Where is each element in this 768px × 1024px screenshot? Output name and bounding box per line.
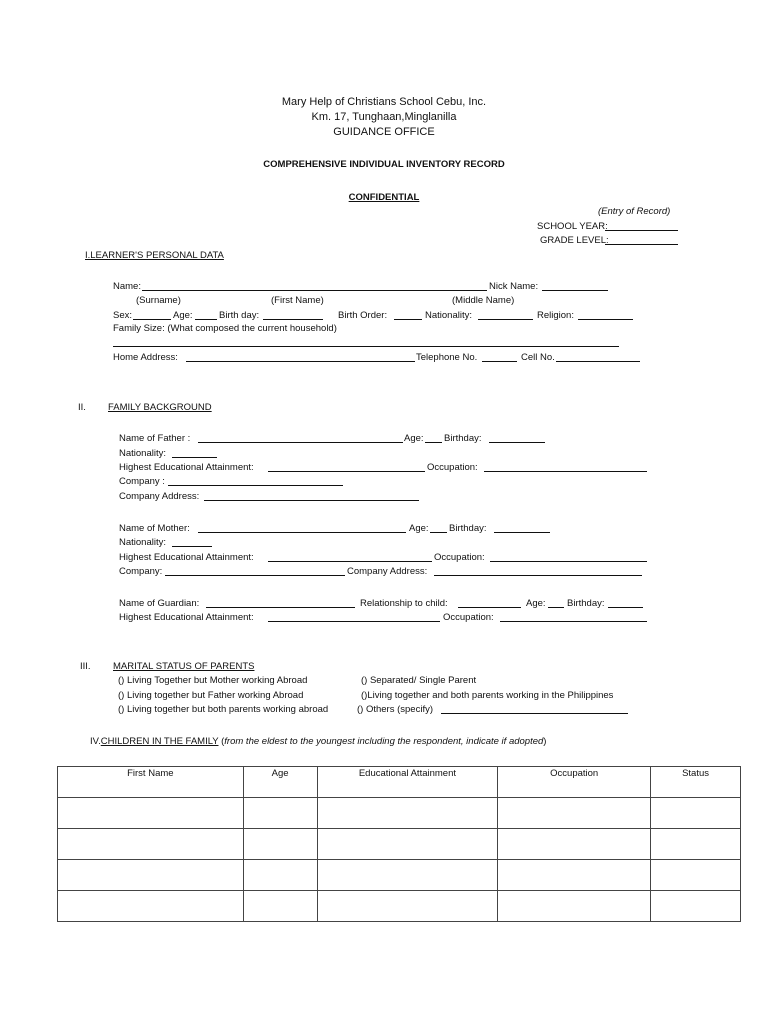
section-4-heading: CHILDREN IN THE FAMILY [100, 736, 219, 747]
section-4-paren-close: ) [543, 736, 547, 747]
table-cell[interactable] [243, 798, 317, 829]
name-label: Name: [113, 281, 141, 292]
father-occupation-label: Occupation: [427, 462, 478, 473]
father-company-address-label: Company Address: [119, 491, 200, 502]
marital-option-father-abroad[interactable]: () Living together but Father working Abroad [118, 690, 304, 701]
mother-nationality-field[interactable] [172, 546, 212, 547]
table-cell[interactable] [243, 860, 317, 891]
father-company-label: Company : [119, 476, 165, 487]
home-address-label: Home Address: [113, 352, 178, 363]
table-cell[interactable] [651, 860, 741, 891]
first-name-caption: (First Name) [271, 295, 324, 306]
father-education-field[interactable] [268, 471, 425, 472]
telephone-label: Telephone No. [416, 352, 478, 363]
guardian-occupation-field[interactable] [500, 621, 647, 622]
mother-occupation-field[interactable] [490, 561, 647, 562]
table-cell[interactable] [317, 829, 498, 860]
marital-option-both-philippines[interactable]: ()Living together and both parents working in the Philippines [361, 690, 614, 701]
guardian-name-field[interactable] [206, 607, 355, 608]
birthday-field[interactable] [263, 319, 323, 320]
guardian-age-label: Age: [526, 598, 546, 609]
table-cell[interactable] [651, 891, 741, 922]
grade-level-label: GRADE LEVEL: [540, 235, 609, 246]
religion-label: Religion: [537, 310, 574, 321]
father-company-address-field[interactable] [204, 500, 419, 501]
section-1-heading: I.LEARNER'S PERSONAL DATA [85, 250, 224, 261]
table-row [58, 798, 741, 829]
table-cell[interactable] [58, 829, 244, 860]
father-company-field[interactable] [168, 485, 343, 486]
table-row [58, 860, 741, 891]
nick-name-field[interactable] [542, 290, 608, 291]
section-4-paren-open: ( [218, 736, 225, 747]
name-field[interactable] [142, 290, 487, 291]
family-size-label: Family Size: (What composed the current household) [113, 323, 337, 334]
table-cell[interactable] [58, 798, 244, 829]
table-cell[interactable] [651, 798, 741, 829]
birth-order-label: Birth Order: [338, 310, 388, 321]
section-4-heading-line [90, 736, 546, 747]
section-2-heading: FAMILY BACKGROUND [108, 402, 212, 413]
mother-age-label: Age: [409, 523, 429, 534]
relationship-field[interactable] [458, 607, 521, 608]
guardian-education-field[interactable] [268, 621, 440, 622]
marital-option-separated[interactable]: () Separated/ Single Parent [361, 675, 477, 686]
mother-name-field[interactable] [198, 532, 406, 533]
guardian-name-label: Name of Guardian: [119, 598, 200, 609]
column-educational-attainment: Educational Attainment [317, 767, 498, 798]
table-cell[interactable] [498, 829, 651, 860]
guardian-birthday-field[interactable] [608, 607, 643, 608]
age-label: Age: [173, 310, 193, 321]
mother-company-label: Company: [119, 566, 163, 577]
mother-name-label: Name of Mother: [119, 523, 190, 534]
mother-birthday-label: Birthday: [449, 523, 487, 534]
home-address-field[interactable] [186, 361, 415, 362]
father-age-label: Age: [404, 433, 424, 444]
column-occupation: Occupation [498, 767, 651, 798]
table-cell[interactable] [243, 829, 317, 860]
table-cell[interactable] [317, 891, 498, 922]
school-name: Mary Help of Christians School Cebu, Inc. [281, 96, 487, 108]
birth-order-field[interactable] [394, 319, 422, 320]
family-size-field[interactable] [113, 346, 619, 347]
column-status: Status [651, 767, 741, 798]
cell-label: Cell No. [521, 352, 555, 363]
office-name: GUIDANCE OFFICE [333, 126, 435, 138]
father-education-label: Highest Educational Attainment: [119, 462, 254, 473]
father-birthday-label: Birthday: [444, 433, 482, 444]
school-year-label: SCHOOL YEAR: [537, 221, 608, 232]
guardian-occupation-label: Occupation: [443, 612, 494, 623]
father-age-field[interactable] [425, 442, 442, 443]
father-nationality-field[interactable] [172, 457, 217, 458]
school-year-field[interactable] [605, 230, 678, 231]
sex-field[interactable] [133, 319, 171, 320]
relationship-label: Relationship to child: [360, 598, 448, 609]
table-cell[interactable] [498, 798, 651, 829]
father-occupation-field[interactable] [484, 471, 647, 472]
father-nationality-label: Nationality: [119, 448, 166, 459]
guardian-age-field[interactable] [548, 607, 564, 608]
table-cell[interactable] [498, 891, 651, 922]
telephone-field[interactable] [482, 361, 517, 362]
confidential-label: CONFIDENTIAL [348, 192, 420, 203]
table-cell[interactable] [651, 829, 741, 860]
school-address: Km. 17, Tunghaan,Minglanilla [311, 111, 457, 123]
mother-company-address-label: Company Address: [347, 566, 428, 577]
middle-name-caption: (Middle Name) [452, 295, 515, 306]
table-cell[interactable] [317, 798, 498, 829]
table-cell[interactable] [58, 891, 244, 922]
section-4-note: from the eldest to the youngest including the respondent, indicate if adopted [224, 736, 544, 747]
father-name-field[interactable] [198, 442, 403, 443]
mother-nationality-label: Nationality: [119, 537, 166, 548]
mother-occupation-label: Occupation: [434, 552, 485, 563]
marital-option-mother-abroad[interactable]: () Living Together but Mother working Abroad [118, 675, 308, 686]
cell-field[interactable] [556, 361, 640, 362]
table-cell[interactable] [243, 891, 317, 922]
nationality-label: Nationality: [425, 310, 472, 321]
grade-level-field[interactable] [605, 244, 678, 245]
form-title: COMPREHENSIVE INDIVIDUAL INVENTORY RECORD [263, 159, 505, 170]
column-first-name: First Name [58, 767, 244, 798]
marital-option-others[interactable]: () Others (specify) [357, 704, 434, 715]
table-cell[interactable] [498, 860, 651, 891]
age-field[interactable] [195, 319, 217, 320]
children-table-header [58, 767, 741, 798]
nick-name-label: Nick Name: [489, 281, 539, 292]
marital-option-both-abroad[interactable]: () Living together but both parents working abroad [118, 704, 329, 715]
mother-birthday-field[interactable] [494, 532, 550, 533]
mother-education-label: Highest Educational Attainment: [119, 552, 254, 563]
column-age: Age [243, 767, 317, 798]
table-row [58, 829, 741, 860]
nationality-field[interactable] [478, 319, 533, 320]
others-specify-field[interactable] [441, 713, 628, 714]
surname-caption: (Surname) [136, 295, 181, 306]
children-table [57, 766, 741, 922]
table-row [58, 891, 741, 922]
religion-field[interactable] [578, 319, 633, 320]
mother-company-field[interactable] [165, 575, 345, 576]
section-4-number: IV. [90, 736, 101, 747]
table-cell[interactable] [58, 860, 244, 891]
sex-label: Sex: [113, 310, 133, 321]
section-3-number: III. [80, 661, 91, 672]
father-birthday-field[interactable] [489, 442, 545, 443]
father-name-label: Name of Father : [119, 433, 191, 444]
table-cell[interactable] [317, 860, 498, 891]
mother-age-field[interactable] [430, 532, 447, 533]
mother-education-field[interactable] [268, 561, 432, 562]
section-3-heading: MARITAL STATUS OF PARENTS [113, 661, 255, 672]
birthday-label: Birth day: [219, 310, 260, 321]
section-2-number: II. [78, 402, 86, 413]
mother-company-address-field[interactable] [434, 575, 642, 576]
entry-label: (Entry of Record) [598, 206, 671, 217]
guardian-birthday-label: Birthday: [567, 598, 605, 609]
guardian-education-label: Highest Educational Attainment: [119, 612, 254, 623]
